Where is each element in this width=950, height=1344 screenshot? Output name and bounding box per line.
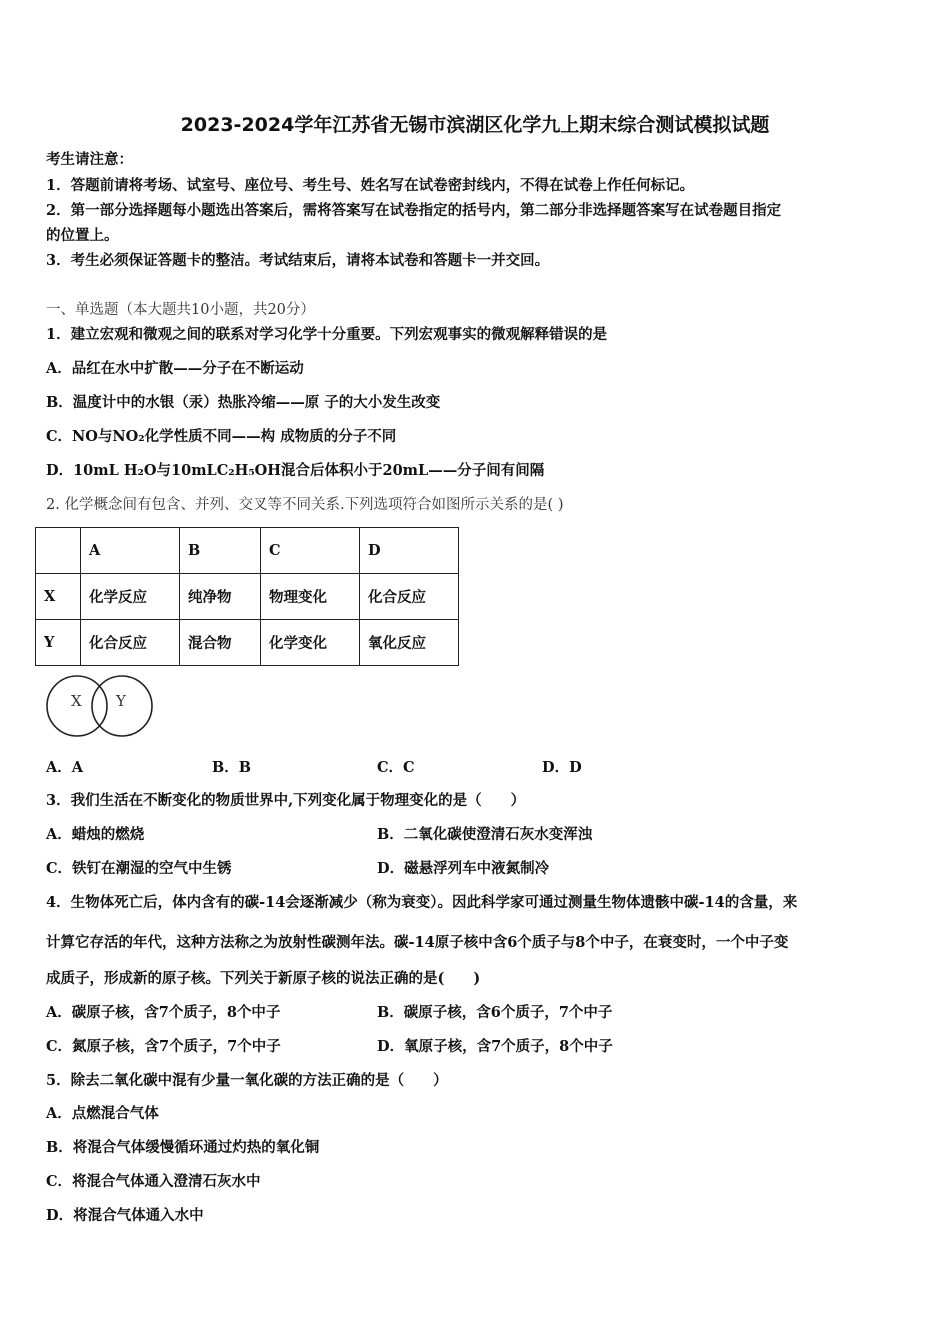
table-header-row [36,528,459,574]
table-cell: 纯净物 [180,574,261,620]
table-cell: 化学变化 [261,620,360,666]
q2-option-c: C．C [377,759,415,776]
q2-relation-table [35,527,459,666]
q3-option-b: B．二氧化碳使澄清石灰水变浑浊 [377,826,593,843]
q1-option-c: C．NO与NO₂化学性质不同——构 成物质的分子不同 [46,428,397,445]
venn-label-y: Y [116,692,126,710]
q1-option-b: B．温度计中的水银（汞）热胀冷缩——原 子的大小发生改变 [46,394,441,411]
notice-heading: 考生请注意： [46,151,133,168]
q2-option-a: A．A [46,759,84,776]
q3-option-d: D．磁悬浮列车中液氮制冷 [377,860,550,877]
q4-stem-line-3: 成质子，形成新的原子核。下列关于新原子核的说法正确的是( ) [46,970,481,987]
venn-label-x: X [71,692,82,710]
q4-option-c: C．氮原子核，含7个质子，7个中子 [46,1038,281,1055]
notice-item-2-cont: 的位置上。 [46,227,119,244]
table-cell: 混合物 [180,620,261,666]
q2-stem: 2. 化学概念间有包含、并列、交叉等不同关系.下列选项符合如图所示关系的是( ) [46,497,564,513]
section-heading: 一、单选题（本大题共10小题，共20分） [46,302,315,318]
q4-option-b: B．碳原子核，含6个质子，7个中子 [377,1004,613,1021]
table-cell [36,528,81,574]
table-cell: C [261,528,360,574]
q3-option-a: A．蜡烛的燃烧 [46,826,145,843]
q1-stem: 1．建立宏观和微观之间的联系对学习化学十分重要。下列宏观事实的微观解释错误的是 [46,326,608,343]
venn-diagram [44,672,156,740]
table-cell: Y [36,620,81,666]
notice-item-2: 2．第一部分选择题每小题选出答案后，需将答案写在试卷指定的括号内，第二部分非选择题答案写在试卷题目指定 [46,202,782,219]
q5-option-c: C．将混合气体通入澄清石灰水中 [46,1173,261,1190]
q2-option-b: B．B [212,759,252,776]
q5-option-a: A．点燃混合气体 [46,1105,159,1122]
notice-item-3: 3．考生必须保证答题卡的整洁。考试结束后，请将本试卷和答题卡一并交回。 [46,252,550,269]
table-cell: D [360,528,459,574]
notice-item-1: 1．答题前请将考场、试室号、座位号、考生号、姓名写在试卷密封线内，不得在试卷上作任何标记。 [46,177,695,194]
q4-option-d: D．氧原子核，含7个质子，8个中子 [377,1038,613,1055]
q4-option-a: A．碳原子核，含7个质子，8个中子 [46,1004,281,1021]
table-cell: A [81,528,180,574]
q1-option-d: D．10mL H₂O与10mLC₂H₅OH混合后体积小于20mL——分子间有间隔 [46,462,545,479]
page-title: 2023-2024学年江苏省无锡市滨湖区化学九上期末综合测试模拟试题 [180,114,770,136]
table-cell: 化合反应 [360,574,459,620]
table-cell: 化学反应 [81,574,180,620]
table-cell: 化合反应 [81,620,180,666]
q4-stem-line-2: 计算它存活的年代，这种方法称之为放射性碳测年法。碳-14原子核中含6个质子与8个中子，在衰变时，一个中子变 [46,934,789,951]
q5-option-d: D．将混合气体通入水中 [46,1207,204,1224]
q2-option-d: D．D [542,759,582,776]
table-row [36,574,459,620]
q3-option-c: C．铁钉在潮湿的空气中生锈 [46,860,232,877]
table-row [36,620,459,666]
q1-option-a: A．品红在水中扩散——分子在不断运动 [46,360,304,377]
table-cell: 氧化反应 [360,620,459,666]
table-cell: B [180,528,261,574]
q4-stem-line-1: 4．生物体死亡后，体内含有的碳-14会逐渐减少（称为衰变）。因此科学家可通过测量生物体遗骸中碳-14的含量，来 [46,894,798,911]
table-cell: 物理变化 [261,574,360,620]
table-cell: X [36,574,81,620]
q3-stem: 3．我们生活在不断变化的物质世界中,下列变化属于物理变化的是（ ） [46,792,526,809]
q5-stem: 5．除去二氧化碳中混有少量一氧化碳的方法正确的是（ ） [46,1072,448,1089]
q5-option-b: B．将混合气体缓慢循环通过灼热的氧化铜 [46,1139,320,1156]
